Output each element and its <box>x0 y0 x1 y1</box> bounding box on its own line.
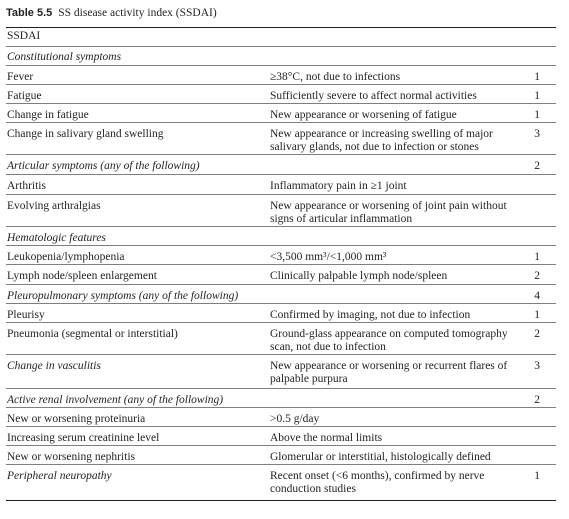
item-label: Increasing serum creatinine level <box>7 432 160 444</box>
item-label: Pleurisy <box>7 309 45 321</box>
row-divider <box>6 194 556 195</box>
score-value: 1 <box>534 309 540 321</box>
row-divider <box>6 284 556 285</box>
definition-text: salivary glands, not due to infection or stones <box>270 141 479 153</box>
table-title: SS disease activity index (SSDAI) <box>58 7 217 19</box>
definition-text: Above the normal limits <box>270 432 383 444</box>
score-value: 1 <box>534 470 540 482</box>
definition-text: Clinically palpable lymph node/spleen <box>270 270 448 282</box>
score-value: 1 <box>534 109 540 121</box>
item-label: New or worsening nephritis <box>7 451 136 463</box>
definition-text: Inflammatory pain in ≥1 joint <box>270 180 407 192</box>
item-label: Lymph node/spleen enlargement <box>7 270 157 282</box>
item-label: New or worsening proteinuria <box>7 413 146 425</box>
score-value: 3 <box>534 128 540 140</box>
item-label: Arthritis <box>7 180 46 192</box>
table-caption <box>6 6 217 20</box>
section-label: Pleuropulmonary symptoms (any of the following) <box>7 290 239 302</box>
score-value: 2 <box>534 328 540 340</box>
section-label: Change in vasculitis <box>7 360 101 372</box>
section-label: Constitutional symptoms <box>7 51 122 63</box>
item-label: Fatigue <box>7 90 42 102</box>
item-label: Pneumonia (segmental or interstitial) <box>7 328 178 340</box>
definition-text: Glomerular or interstitial, histologically defined <box>270 451 491 463</box>
top-rule <box>6 27 556 28</box>
section-label: Active renal involvement (any of the following) <box>7 394 224 406</box>
definition-text: palpable purpura <box>270 373 348 385</box>
item-label: Change in fatigue <box>7 109 89 121</box>
section-label: Hematologic features <box>7 232 106 244</box>
score-value: 1 <box>534 90 540 102</box>
item-label: Change in salivary gland swelling <box>7 128 164 140</box>
definition-text: conduction studies <box>270 483 356 495</box>
definition-text: <3,500 mm³/<1,000 mm³ <box>270 251 387 263</box>
definition-text: New appearance or increasing swelling of major <box>270 128 493 140</box>
row-divider <box>6 388 556 389</box>
item-label: Fever <box>7 71 34 83</box>
score-value: 1 <box>534 251 540 263</box>
row-divider <box>6 65 556 66</box>
item-label: Leukopenia/lymphopenia <box>7 251 125 263</box>
definition-text: Sufficiently severe to affect normal activities <box>270 90 477 102</box>
definition-text: Ground-glass appearance on computed tomography <box>270 328 508 340</box>
score-value: 2 <box>534 270 540 282</box>
row-divider <box>6 174 556 175</box>
definition-text: Recent onset (<6 months), confirmed by nerve <box>270 470 485 482</box>
definition-text: ≥38°C, not due to infections <box>270 71 401 83</box>
definition-text: New appearance or worsening of joint pain without <box>270 200 507 212</box>
table-header: SSDAI <box>7 30 41 42</box>
definition-text: New appearance or worsening or recurrent flares of <box>270 360 508 372</box>
definition-text: Confirmed by imaging, not due to infection <box>270 309 471 321</box>
score-value: 2 <box>534 160 540 172</box>
table-label: Table 5.5 <box>6 7 53 19</box>
score-value: 4 <box>534 290 540 302</box>
section-label: Articular symptoms (any of the following) <box>7 160 200 172</box>
score-value: 1 <box>534 71 540 83</box>
item-label: Evolving arthralgias <box>7 200 101 212</box>
bottom-rule <box>6 500 556 501</box>
header-rule <box>6 46 556 47</box>
definition-text: scan, not due to infection <box>270 341 386 353</box>
section-label: Peripheral neuropathy <box>7 470 112 482</box>
definition-text: >0.5 g/day <box>270 413 320 425</box>
definition-text: New appearance or worsening of fatigue <box>270 109 457 121</box>
definition-text: signs of articular inflammation <box>270 213 413 225</box>
score-value: 2 <box>534 394 540 406</box>
score-value: 3 <box>534 360 540 372</box>
